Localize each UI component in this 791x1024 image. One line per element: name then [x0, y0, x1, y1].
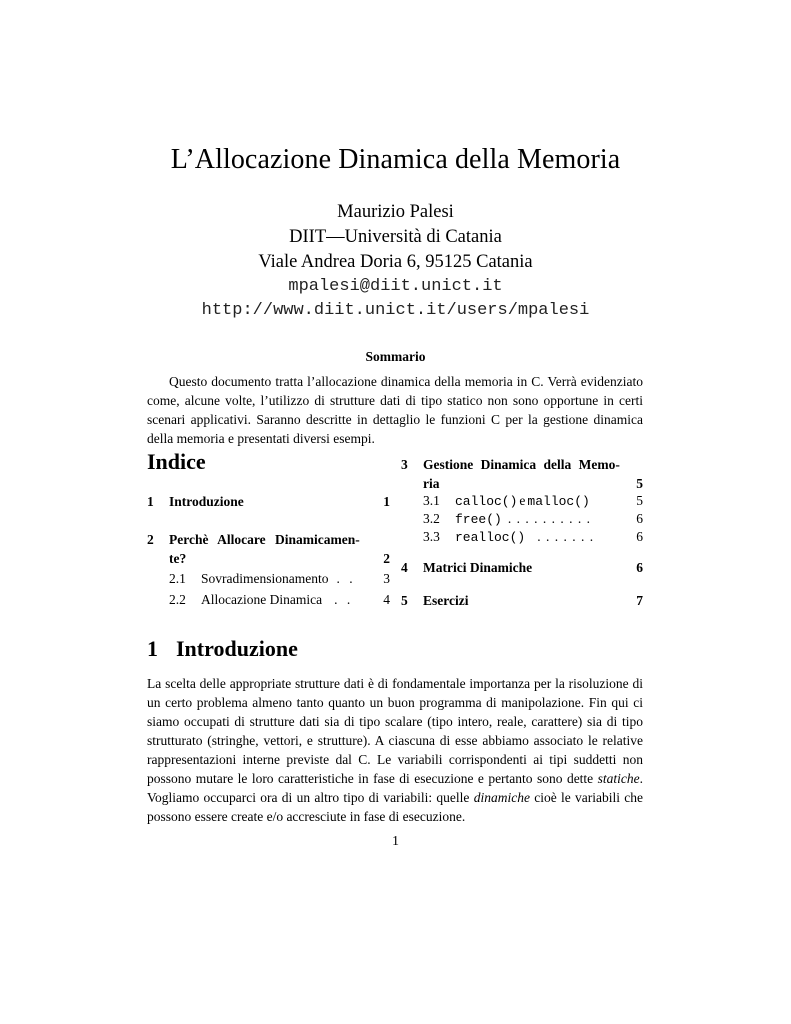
- toc-entry-3: [401, 455, 643, 474]
- toc-entry-label: Perchè Allocare Dinamicamen-: [169, 532, 360, 547]
- toc-entry-number: 5: [401, 593, 408, 608]
- toc-entry-number: 3.2: [423, 511, 440, 526]
- toc-entry-label: te?: [169, 551, 187, 566]
- toc-entry-conj: e: [519, 493, 526, 508]
- author-url: http://www.diit.unict.it/users/mpalesi: [201, 301, 590, 320]
- toc-entry-3-3: [423, 527, 643, 547]
- toc-entry-2: [147, 530, 390, 549]
- toc-entry-page: 2: [383, 551, 390, 566]
- toc-entry-page: 5: [636, 476, 643, 491]
- toc-heading: Indice: [147, 449, 206, 474]
- toc-entry-page: 6: [636, 529, 643, 544]
- toc-left-column: [147, 0, 390, 1024]
- toc-entry-page: 6: [636, 511, 643, 526]
- toc-leader-dots: . .: [334, 592, 354, 607]
- toc-entry-number: 4: [401, 560, 408, 575]
- emphasis-statiche: statiche: [597, 771, 640, 786]
- section-heading: [147, 636, 298, 662]
- author-affiliation: DIIT—Università di Catania: [289, 227, 502, 247]
- toc-entry-page: 7: [636, 593, 643, 608]
- toc-entry-label: Gestione Dinamica della Memo-: [423, 457, 620, 472]
- toc-entry-3-2: [423, 509, 643, 529]
- paper-title: L’Allocazione Dinamica della Memoria: [170, 144, 621, 175]
- toc-entry-code: realloc(): [455, 530, 526, 545]
- toc-entry-number: 3.1: [423, 493, 440, 508]
- toc-entry-label: Esercizi: [423, 593, 469, 608]
- toc-entry-number: 3: [401, 457, 408, 472]
- toc-entry-number: 2.1: [169, 571, 186, 586]
- toc-entry-page: 6: [636, 560, 643, 575]
- toc-entry-2-2: [169, 590, 390, 609]
- toc-entry-number: 2.2: [169, 592, 186, 607]
- toc-leader-dots: . . . . . . .: [537, 529, 595, 544]
- toc-entry-label: Introduzione: [169, 494, 244, 509]
- author-name: Maurizio Palesi: [337, 202, 454, 222]
- toc-entry-page: 3: [383, 571, 390, 586]
- toc-entry-number: 1: [147, 494, 154, 509]
- page-number: 1: [392, 834, 399, 849]
- abstract-heading: Sommario: [365, 349, 426, 364]
- toc-entry-2-cont: [169, 549, 390, 568]
- toc-entry-number: 2: [147, 532, 154, 547]
- toc-right-column: [401, 0, 643, 1024]
- paragraph-text: . Vogliamo occuparci ora di un altro tipo di variabili: quelle: [147, 771, 644, 805]
- emphasis-dinamiche: dinamiche: [473, 790, 530, 805]
- abstract-text: Questo documento tratta l’allocazione dinamica della memoria in C. Verrà evidenziato come, alcune volte, l’utilizzo di strutture dati di tipo statico non sono opportune in certi scenari applicativi. Saranno descritte in dettaglio le funzioni C per la gestione dinamica della memoria e presentati diversi esempi.: [147, 374, 643, 446]
- toc-leader-dots: . . . . . . . . . .: [507, 511, 591, 526]
- toc-entry-label: Matrici Dinamiche: [423, 560, 533, 575]
- toc-entry-page: 5: [636, 493, 643, 508]
- toc-entry-code: calloc(): [455, 494, 518, 509]
- toc-entry-label: Sovradimensionamento: [201, 571, 329, 586]
- toc-entry-4: [401, 558, 643, 577]
- toc-entry-2-1: [169, 569, 390, 588]
- toc-entry-code: free(): [455, 512, 502, 527]
- toc-entry-code: malloc(): [527, 494, 590, 509]
- toc-entry-number: 3.3: [423, 529, 440, 544]
- author-address: Viale Andrea Doria 6, 95125 Catania: [258, 252, 533, 272]
- toc-leader-dots: . .: [336, 571, 356, 586]
- toc-entry-label: Allocazione Dinamica: [201, 592, 323, 607]
- section-paragraph: [147, 674, 643, 826]
- section-number: 1: [147, 636, 158, 661]
- toc-entry-page: 4: [383, 592, 390, 607]
- section-title: Introduzione: [176, 636, 298, 661]
- toc-entry-1: [147, 492, 390, 511]
- toc-entry-5: [401, 591, 643, 610]
- paragraph-text: La scelta delle appropriate strutture dati è di fondamentale importanza per la risoluzione di un certo problema almeno tanto quanto un buon programma di manipolazione. Fin qui ci siamo occupati di strutture dati sia di tipo scalare (tipo intero, reale, carattere) sia di tipo strutturato (stringhe, vettori, e strutture). A ciascuna di esse abbiamo associato le relative rappresentazioni interne previste dal C. Le variabili corrispondenti ai tipi suddetti non possono mutare le loro caratteristiche in fase di esecuzione e pertanto sono dette: [147, 676, 643, 786]
- toc-entry-label: ria: [423, 476, 440, 491]
- author-email: mpalesi@diit.unict.it: [288, 277, 503, 296]
- author-block: [0, 200, 791, 323]
- toc-entry-3-1: [423, 491, 643, 511]
- toc-entry-page: 1: [383, 494, 390, 509]
- paragraph-text: cioè le variabili che possono essere create e/o accresciute in fase di esecuzione.: [147, 790, 644, 824]
